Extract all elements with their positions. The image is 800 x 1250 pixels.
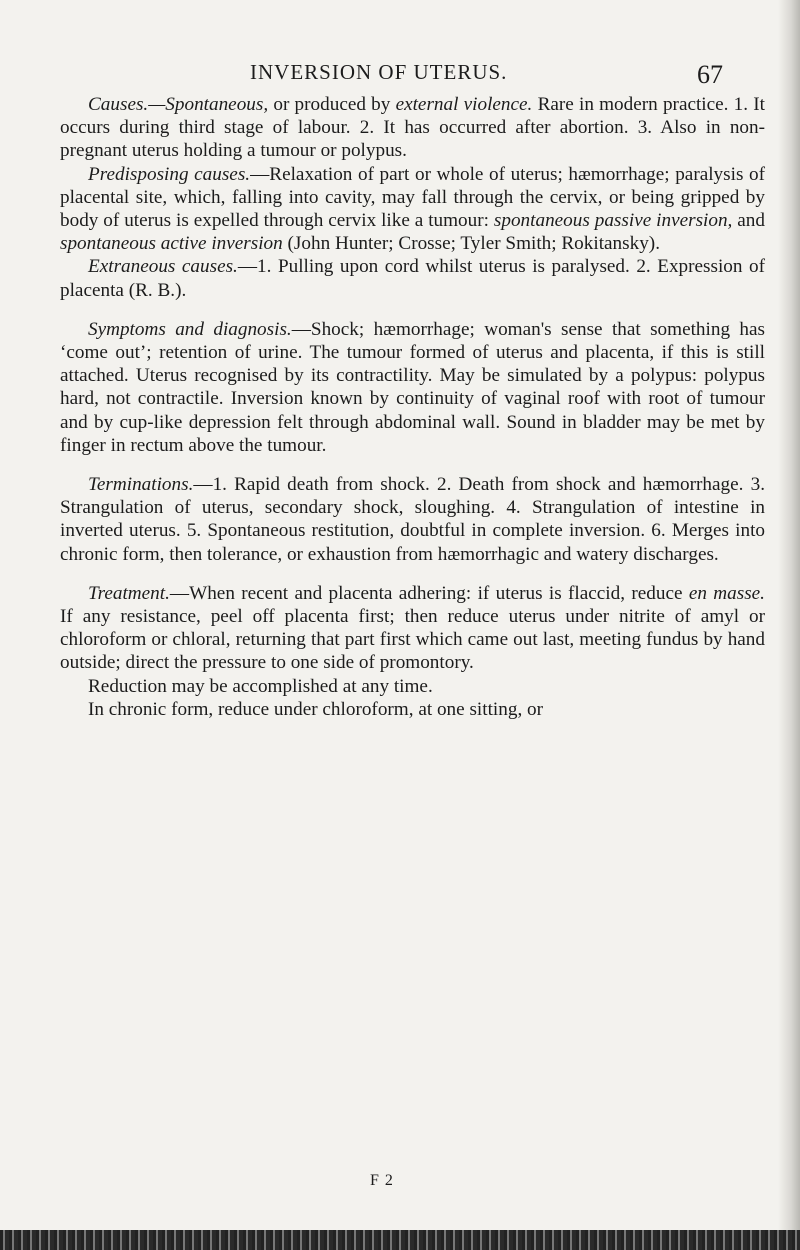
extraneous-text: —1. Pulling upon cord whilst uterus is paralysed. 2. Expression of placenta (R. B.). [60,256,765,301]
running-title: INVERSION OF UTERUS. [250,60,508,84]
treatment-text-2: If any resistance, peel off placenta first; then reduce uterus under nitrite of amyl or chloroform or chloral, returning that part first which came out last, meeting fundus by hand outside; direct the pressure to one side of promontory. [60,606,765,674]
paragraph-treatment [60,582,765,675]
paragraph-reduction [60,675,765,698]
heading-causes: Causes.—Spontaneous, [88,94,269,115]
causes-text-2: Rare in modern practice. 1. It occurs during third stage of labour. 2. It has occurred after abortion. 3. Also in non-pregnant uterus holding a tumour or polypus. [60,94,765,162]
heading-symptoms: Symptoms and diagnosis. [88,318,292,340]
heading-treatment: Treatment. [88,582,170,604]
body-text [60,93,765,721]
paragraph-chronic [60,698,765,721]
chronic-text: In chronic form, reduce under chloroform, at one sitting, or [88,698,544,720]
signature-mark: F 2 [370,1172,394,1189]
symptoms-text: —Shock; hæmorrhage; woman's sense that something has ‘come out’; retention of urine. The tumour formed of uterus and placenta, if this is still attached. Uterus recognised by its contractility. May be simulated by a polypus: polypus hard, not contractile. Inversion known by continuity of vaginal roof with root of tumour and by cup-like depression felt through abdominal wall. Sound in bladder may be met by finger in rectum above the tumour. [60,318,765,456]
page-edge-shadow [778,0,800,1250]
page-number: 67 [697,60,723,89]
terminations-text: —1. Rapid death from shock. 2. Death from shock and hæmorrhage. 3. Strangulation of uterus, secondary shock, sloughing. 4. Strangulation of intestine in inverted uterus. 5. Spontaneous restitution, doubtful in complete inversion. 6. Merges into chronic form, then tolerance, or exhaustion from hæmorrhagic and watery discharges. [60,474,765,565]
scan-bottom-edge [0,1230,800,1250]
paragraph-terminations [60,473,765,566]
heading-terminations: Terminations. [88,474,194,496]
paragraph-symptoms [60,318,765,457]
causes-emphasis-1: external violence. [395,94,533,115]
treatment-emphasis-1: en masse. [688,582,765,604]
heading-predisposing: Predisposing causes. [88,163,251,185]
treatment-text-1: —When recent and placenta adhering: if uterus is flaccid, reduce [169,582,689,604]
running-head [0,60,800,94]
predisposing-text-2: and [732,210,765,232]
causes-text-1: or produced by [268,94,396,115]
predisposing-text-1: —Relaxation of part or whole of uterus; hæmorrhage; paralysis of placental site, which, falling into cavity, may fall through the cervix, or being gripped by body of uterus is expelled through cervix like a tumour: [60,163,765,232]
reduction-text: Reduction may be accomplished at any time. [88,675,433,697]
paragraph-extraneous [60,255,765,301]
heading-extraneous: Extraneous causes. [88,256,238,278]
predisposing-emphasis-2: spontaneous active inversion [60,233,283,255]
predisposing-text-3: (John Hunter; Crosse; Tyler Smith; Rokitansky). [282,233,660,255]
paragraph-predisposing [60,163,765,256]
paragraph-causes [60,93,765,163]
predisposing-emphasis-1: spontaneous passive inversion, [493,210,733,232]
